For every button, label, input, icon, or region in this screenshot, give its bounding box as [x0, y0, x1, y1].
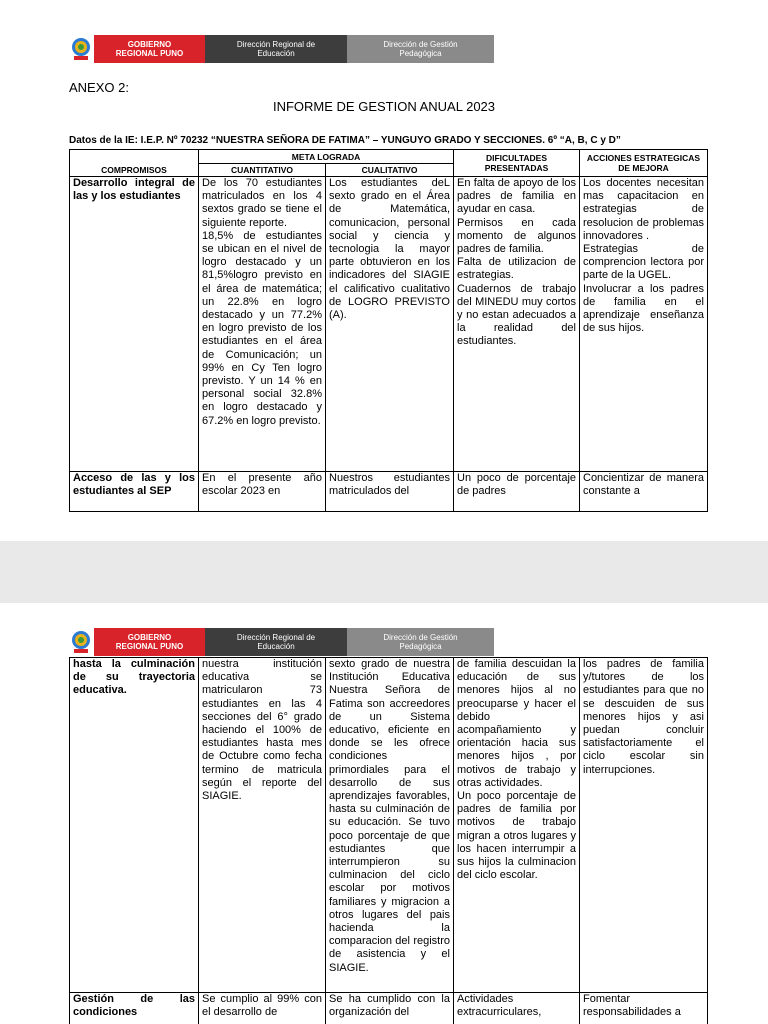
dificultades-cell: En falta de apoyo de los padres de familia en ayudar en casa. Permisos en cada momento de algunos padres de familia. Falta de utilizacion de estrategias. Cuadernos de trabajo del MINEDU muy cortos y no estan adecuados a la realidad del estudiantes.	[454, 177, 580, 472]
acciones-cell: los padres de familia y/tutores de los estudiantes para que no se descuiden de sus menores hijos y asi puedan concluir satisfactoriamente el ciclo escolar sin interrupciones.	[580, 658, 708, 993]
compromiso-cell: Desarrollo integral de las y los estudiantes	[70, 177, 199, 472]
acciones-cell: Fomentar responsabilidades a	[580, 993, 708, 1024]
gobierno-regional-label: GOBIERNO REGIONAL PUNO	[94, 35, 205, 63]
header-dificultades: DIFICULTADES PRESENTADAS	[454, 150, 580, 177]
table-row	[70, 472, 708, 512]
direccion-gestion-label: Dirección de Gestión Pedagógica	[347, 628, 494, 656]
table-row	[70, 993, 708, 1024]
cuantitativo-cell: En el presente año escolar 2023 en	[199, 472, 326, 512]
header-compromisos: COMPROMISOS	[70, 150, 199, 177]
regional-seal-icon	[68, 628, 94, 656]
dificultades-cell: Un poco de porcentaje de padres	[454, 472, 580, 512]
management-report-table-continued	[69, 657, 708, 1024]
cualitativo-cell: Los estudiantes deL sexto grado en el Área de Matemática, comunicacion, personal social y ciencia y tecnologia la mayor parte obtuvieron en los indicadores del SIAGIE el calificativo cualitativo de LOGRO PREVISTO (A).	[326, 177, 454, 472]
direccion-regional-label: Dirección Regional de Educación	[205, 628, 347, 656]
header-cualitativo: CUALITATIVO	[326, 164, 454, 177]
header-meta-lograda: META LOGRADA	[199, 150, 454, 164]
direccion-gestion-label: Dirección de Gestión Pedagógica	[347, 35, 494, 63]
cualitativo-cell: sexto grado de nuestra Institución Educativa Nuestra Señora de Fatima son accreedores de un Sistema educativo, eficiente en donde se les ofrece condiciones primordiales para el desarrollo de sus aprendizajes favorables, hasta su culminación de su educación. Se tuvo poco porcentaje de que estudiantes que interrumpieron su culminacion del ciclo escolar por motivos familiares y migracion a otros lugares del pais hacienda la comparacion del registro de asistencia y el SIAGIE.	[326, 658, 454, 993]
dificultades-cell: de familia descuidan la educación de sus menores hijos al no preocuparse y hacer el debido acompañamiento y orientación hacia sus menores hijos , por motivos de trabajo y otras actividades. Un poco porcentaje de padres de familia por motivos de trabajo migran a otros lugares y los hacen interrumpir a sus hijos la culminacion del ciclo escolar.	[454, 658, 580, 993]
compromiso-cell: hasta la culminación de su trayectoria educativa.	[70, 658, 199, 993]
cuantitativo-cell: nuestra institución educativa se matricularon 73 estudiantes en las 4 secciones del 6° grado haciendo el 100% de estudiantes hasta mes de Octubre como fecha termino de matricula según el reporte del SIAGIE.	[199, 658, 326, 993]
cualitativo-cell: Se ha cumplido con la organización del	[326, 993, 454, 1024]
cuantitativo-cell: De los 70 estudiantes matriculados en los 4 sextos grado se tiene el siguiente reporte. 18,5% de estudiantes se ubican en el nivel de logro destacado y un 81,5%logro previsto en el área de matemática; un 22.8% en logro destacado y un 77.2% en logro previsto de los estudiantes en el área de Comunicación; un 99% en Cy Ten logro previsto. Y un 14 % en personal social 32.8% en logro destacado y 67.2% en logro previsto.	[199, 177, 326, 472]
direccion-regional-label: Dirección Regional de Educación	[205, 35, 347, 63]
anexo-label: ANEXO 2:	[69, 80, 129, 95]
letterhead	[68, 35, 494, 63]
header-cuantitativo: CUANTITATIVO	[199, 164, 326, 177]
document-title: INFORME DE GESTION ANUAL 2023	[272, 99, 496, 114]
school-data-line: Datos de la IE: I.E.P. Nº 70232 “NUESTRA SEÑORA DE FATIMA” – YUNGUYO GRADO Y SECCIONES. 6º “A, B, C y D”	[69, 135, 621, 146]
table-row	[70, 177, 708, 472]
management-report-table	[69, 149, 708, 512]
compromiso-cell: Acceso de las y los estudiantes al SEP	[70, 472, 199, 512]
table-row	[70, 658, 708, 993]
regional-seal-icon	[68, 35, 94, 63]
compromiso-cell: Gestión de las condiciones	[70, 993, 199, 1024]
letterhead	[68, 628, 494, 656]
gobierno-regional-label: GOBIERNO REGIONAL PUNO	[94, 628, 205, 656]
acciones-cell: Los docentes necesitan mas capacitacion en estrategias de resolucion de problemas innovadores . Estrategias de comprencion lectora por parte de la UGEL. Involucrar a los padres de familia en el aprendizaje enseñanza de sus hijos.	[580, 177, 708, 472]
acciones-cell: Concientizar de manera constante a	[580, 472, 708, 512]
dificultades-cell: Actividades extracurriculares,	[454, 993, 580, 1024]
header-acciones: ACCIONES ESTRATEGICAS DE MEJORA	[580, 150, 708, 177]
document-page-2	[0, 603, 768, 1024]
cuantitativo-cell: Se cumplio al 99% con el desarrollo de	[199, 993, 326, 1024]
cualitativo-cell: Nuestros estudiantes matriculados del	[326, 472, 454, 512]
